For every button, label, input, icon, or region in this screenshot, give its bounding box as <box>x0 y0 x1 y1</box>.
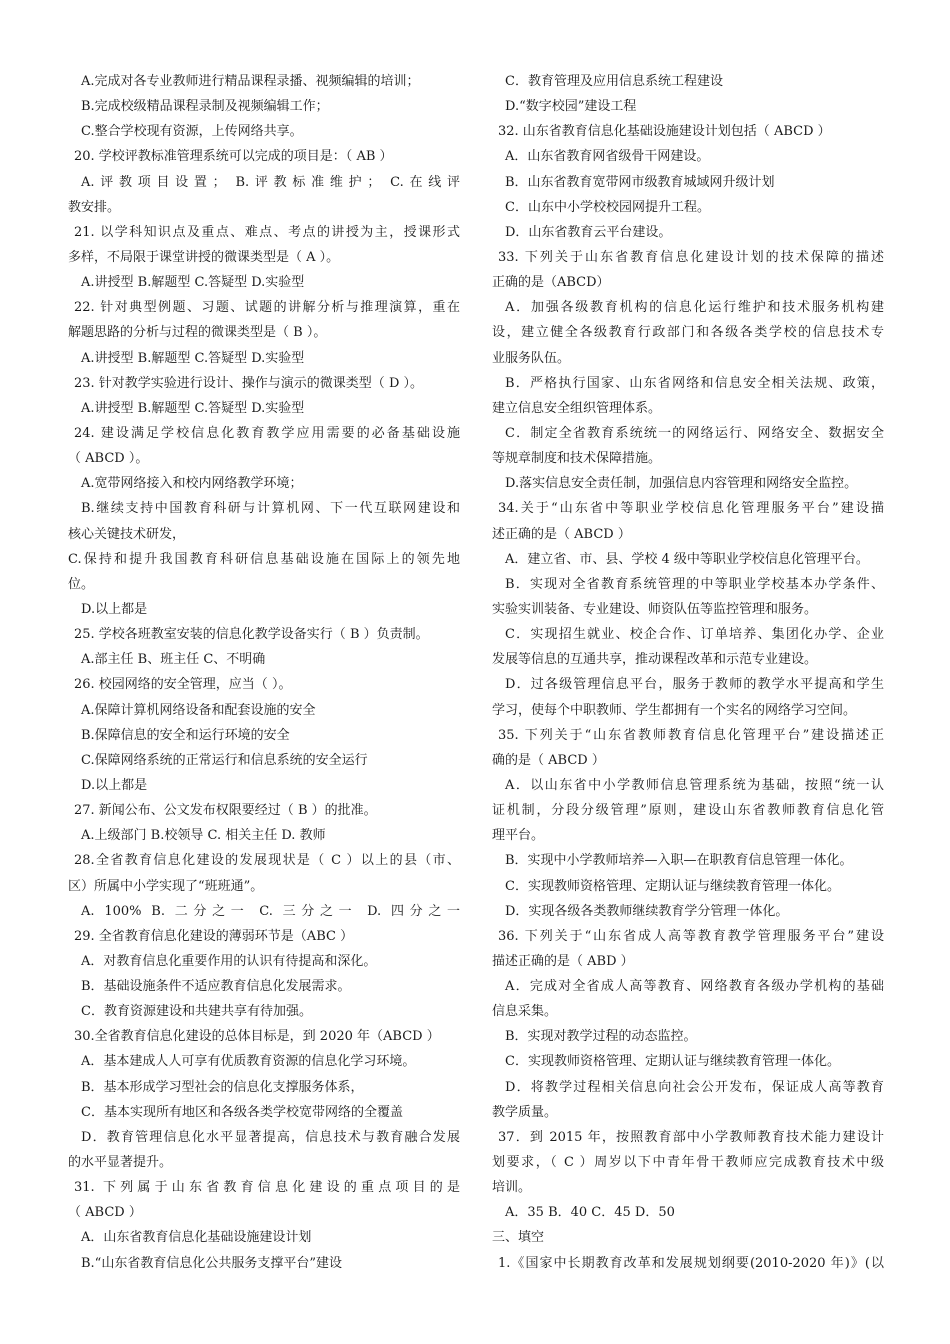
text-line: 教学质量。 <box>492 1104 558 1120</box>
text-line: C．实现教师资格管理、定期认证与继续教育管理一体化。 <box>505 1054 840 1070</box>
text-line: A.宽带网络接入和校内网络教学环境； <box>81 476 303 492</box>
text-line: A．山东省教育信息化基础设施建设计划 <box>81 1230 312 1246</box>
text-line: C．实现教师资格管理、定期认证与继续教育管理一体化。 <box>505 878 840 894</box>
text-line: 1.《国家中长期教育改革和发展规划纲要(2010-2020 年)》(以 <box>498 1255 884 1271</box>
text-line: 教安排。 <box>68 199 121 215</box>
text-line: B．实现中小学教师培养—入职—在职教育信息管理一体化。 <box>505 853 853 869</box>
text-line: 核心关键技术研发， <box>68 526 186 542</box>
text-line: B．基础设施条件不适应教育信息化发展需求。 <box>81 979 351 995</box>
text-line: A.讲授型 B.解题型 C.答疑型 D.实验型 <box>81 350 305 366</box>
text-line: D．山东省教育云平台建设。 <box>505 224 672 240</box>
text-line: 27. 新闻公布、公文发布权限要经过（ B ）的批准。 <box>74 803 377 819</box>
text-line: 理平台。 <box>492 828 545 844</box>
text-line: D．教育管理信息化水平显著提高，信息技术与教育融合发展 <box>81 1129 460 1145</box>
text-line: C.整合学校现有资源，上传网络共享。 <box>81 124 303 140</box>
text-line: 21. 以学科知识点及重点、难点、考点的讲授为主，授课形式 <box>74 224 460 240</box>
text-line: 26. 校园网络的安全管理，应当（ ）。 <box>74 677 292 693</box>
right-column <box>492 69 884 1276</box>
text-line: B．实现对教学过程的动态监控。 <box>505 1029 697 1045</box>
text-line: 37．到 2015 年，按照教育部中小学教师教育技术能力建设计 <box>498 1129 884 1145</box>
text-line: 多样，不局限于课堂讲授的微课类型是（ A ）。 <box>68 249 340 265</box>
text-line: A. 100% B. 二分之一 C. 三分之一 D. 四分之一 <box>81 903 460 919</box>
text-line: A．对教育信息化重要作用的认识有待提高和深化。 <box>81 953 377 969</box>
text-line: C．基本实现所有地区和各级各类学校宽带网络的全覆盖 <box>81 1104 403 1120</box>
text-line: 34.关于“山东省中等职业学校信息化管理服务平台”建设描 <box>498 501 884 517</box>
text-line: 31. 下列属于山东省教育信息化建设的重点项目的是 <box>74 1180 460 1196</box>
text-line: A.讲授型 B.解题型 C.答疑型 D.实验型 <box>81 275 305 291</box>
text-line: D.以上都是 <box>81 601 148 617</box>
text-line: 22. 针对典型例题、习题、试题的讲解分析与推理演算，重在 <box>74 300 460 316</box>
text-line: C．制定全省教育系统统一的网络运行、网络安全、数据安全 <box>505 425 884 441</box>
text-line: B．基本形成学习型社会的信息化支撑服务体系， <box>81 1079 364 1095</box>
text-line: B.保障信息的安全和运行环境的安全 <box>81 727 290 743</box>
text-line: D．实现各级各类教师继续教育学分管理一体化。 <box>505 903 789 919</box>
text-line: 正确的是（ABCD） <box>492 275 610 291</box>
text-line: A．建立省、市、县、学校 4 级中等职业学校信息化管理平台。 <box>505 551 869 567</box>
text-line: D.以上都是 <box>81 777 148 793</box>
text-line: B.“山东省教育信息化公共服务支撑平台”建设 <box>81 1255 342 1271</box>
text-line: 描述正确的是（ ABD ） <box>492 953 634 969</box>
text-line: A.评教项目设置； B.评教标准维护； C.在线评 <box>81 174 460 190</box>
text-line: 建立信息安全组织管理体系。 <box>492 400 662 416</box>
text-line: 解题思路的分析与过程的微课类型是（ B ）。 <box>68 325 327 341</box>
text-line: （ ABCD ）。 <box>68 451 149 467</box>
text-line: A．加强各级教育机构的信息化运行维护和技术服务机构建 <box>505 300 884 316</box>
text-line: 区）所属中小学实现了“班班通”。 <box>68 878 264 894</box>
text-line: 培训。 <box>492 1180 532 1196</box>
text-line: 述正确的是（ ABCD ） <box>492 526 631 542</box>
text-line: （ ABCD ） <box>68 1205 142 1221</box>
text-line: 36. 下列关于“山东省成人高等教育教学管理服务平台”建设 <box>498 928 884 944</box>
text-line: A．完成对全省成人高等教育、网络教育各级办学机构的基础 <box>505 979 884 995</box>
text-line: A.上级部门 B.校领导 C. 相关主任 D. 教师 <box>81 828 326 844</box>
text-line: D．将教学过程相关信息向社会公开发布，保证成人高等教育 <box>505 1079 884 1095</box>
text-line: 确的是（ ABCD ） <box>492 752 605 768</box>
text-line: B.完成校级精品课程录制及视频编辑工作； <box>81 99 329 115</box>
text-line: B.继续支持中国教育科研与计算机网、下一代互联网建设和 <box>81 501 460 517</box>
text-line: A．山东省教育网省级骨干网建设。 <box>505 149 710 165</box>
text-line: 23. 针对教学实验进行设计、操作与演示的微课类型（ D ）。 <box>74 375 423 391</box>
text-line: 业服务队伍。 <box>492 350 571 366</box>
text-line: A．基本建成人人可享有优质教育资源的信息化学习环境。 <box>81 1054 416 1070</box>
text-line: B．山东省教育宽带网市级教育城域网升级计划 <box>505 174 775 190</box>
text-line: 实验实训装备、专业建设、师资队伍等监控管理和服务。 <box>492 601 818 617</box>
text-line: 等规章制度和技术保障措施。 <box>492 451 662 467</box>
left-column <box>68 69 460 1276</box>
text-line: 35. 下列关于“山东省教师教育信息化管理平台”建设描述正 <box>498 727 884 743</box>
text-line: A．以山东省中小学教师信息管理系统为基础，按照“统一认 <box>505 777 884 793</box>
text-line: 33. 下列关于山东省教育信息化建设计划的技术保障的描述 <box>498 249 884 265</box>
text-line: 证机制，分段分级管理”原则，建设山东省教师教育信息化管 <box>492 803 884 819</box>
text-line: C．教育管理及应用信息系统工程建设 <box>505 74 723 89</box>
text-line: 30.全省教育信息化建设的总体目标是，到 2020 年（ABCD ） <box>74 1029 440 1045</box>
text-line: 三、填空 <box>492 1230 545 1246</box>
text-line: 32. 山东省教育信息化基础设施建设计划包括（ ABCD ） <box>498 124 831 140</box>
text-line: 设，建立健全各级教育行政部门和各级各类学校的信息技术专 <box>492 325 884 341</box>
text-line: 学习，使每个中职教师、学生都拥有一个实名的网络学习空间。 <box>492 702 857 718</box>
text-line: 29. 全省教育信息化建设的薄弱环节是（ABC ） <box>74 928 354 944</box>
text-line: C．山东中小学校校园网提升工程。 <box>505 199 710 215</box>
text-line: 的水平显著提升。 <box>68 1155 173 1171</box>
text-line: A．35 B．40 C．45 D．50 <box>505 1205 675 1221</box>
text-line: 25. 学校各班教室安装的信息化教学设备实行（ B ）负责制。 <box>74 627 429 643</box>
text-line: D．过各级管理信息平台，服务于教师的教学水平提高和学生 <box>505 677 884 693</box>
text-line: 24. 建设满足学校信息化教育教学应用需要的必备基础设施 <box>74 425 460 441</box>
text-line: 信息采集。 <box>492 1004 558 1020</box>
text-line: B．实现对全省教育系统管理的中等职业学校基本办学条件、 <box>505 576 884 592</box>
text-line: 20. 学校评教标准管理系统可以完成的项目是：（ AB ） <box>74 149 393 165</box>
text-line: A.保障计算机网络设备和配套设施的安全 <box>81 702 316 718</box>
text-line: 发展等信息的互通共享，推动课程改革和示范专业建设。 <box>492 652 818 668</box>
text-line: B．严格执行国家、山东省网络和信息安全相关法规、政策， <box>505 375 884 391</box>
text-line: C．实现招生就业、校企合作、订单培养、集团化办学、企业 <box>505 627 884 643</box>
text-line: A.部主任 B、班主任 C、不明确 <box>81 652 266 668</box>
text-line: 划要求，（ C ）周岁以下中青年骨干教师应完成教育技术中级 <box>492 1155 884 1171</box>
text-line: A.讲授型 B.解题型 C.答疑型 D.实验型 <box>81 400 305 416</box>
text-line: D.“数字校园”建设工程 <box>505 99 637 115</box>
text-line: D.落实信息安全责任制，加强信息内容管理和网络安全监控。 <box>505 476 858 492</box>
text-line: 28.全省教育信息化建设的发展现状是（ C ）以上的县（市、 <box>74 853 460 869</box>
text-line: 位。 <box>68 576 95 592</box>
text-line: A.完成对各专业教师进行精品课程录播、视频编辑的培训； <box>81 74 420 89</box>
text-line: C.保持和提升我国教育科研信息基础设施在国际上的领先地 <box>68 551 460 567</box>
text-line: C.保障网络系统的正常运行和信息系统的安全运行 <box>81 752 368 768</box>
text-line: C．教育资源建设和共建共享有待加强。 <box>81 1004 312 1020</box>
